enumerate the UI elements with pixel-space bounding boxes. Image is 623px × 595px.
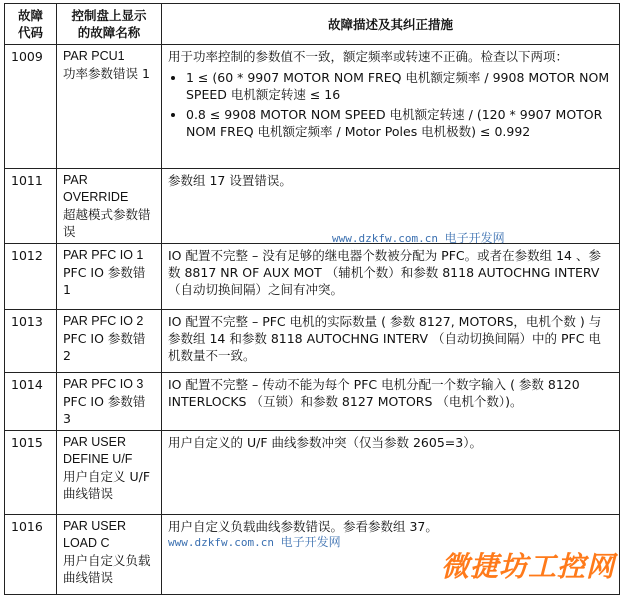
watermark-site-name: 电子开发网 bbox=[444, 231, 505, 245]
fault-name-en: PAR PFC IO 1 bbox=[63, 248, 144, 262]
watermark-site-name: 电子开发网 bbox=[280, 535, 341, 549]
fault-name-cn: 超越模式参数错误 bbox=[63, 207, 151, 239]
watermark-url: www.dzkfw.com.cn bbox=[332, 232, 438, 245]
fault-description: IO 配置不完整 – 没有足够的继电器个数被分配为 PFC。或者在参数组 14 、参数 8817 NR OF AUX MOT （辅机个数）和参数 8118 AUTOCHNG INTERV （自动切换间隔）之间有冲突。 bbox=[162, 244, 620, 310]
fault-name-cell bbox=[57, 169, 162, 244]
fault-name-cn: 功率参数错误 1 bbox=[63, 66, 150, 81]
fault-code: 1015 bbox=[5, 431, 57, 515]
fault-name-cn: 用户自定义 U/F 曲线错误 bbox=[63, 469, 151, 501]
fault-name-en: PAR PCU1 bbox=[63, 49, 125, 63]
header-description: 故障描述及其纠正措施 bbox=[162, 4, 620, 45]
fault-name-cell bbox=[57, 431, 162, 515]
table-row bbox=[5, 431, 620, 515]
fault-name-cn: PFC IO 参数错 2 bbox=[63, 331, 146, 363]
table-row bbox=[5, 310, 620, 373]
condition-item: • 1 ≤ (60 * 9907 MOTOR NOM FREQ 电机额定频率 / 9908 MOTOR NOM SPEED 电机额定转速 ≤ 16 bbox=[186, 69, 613, 103]
fault-code: 1009 bbox=[5, 45, 57, 169]
fault-code: 1012 bbox=[5, 244, 57, 310]
table-header-row bbox=[5, 4, 620, 45]
fault-description: IO 配置不完整 – 传动不能为每个 PFC 电机分配一个数字输入 ( 参数 8120 INTERLOCKS （互锁）和参数 8127 MOTORS （电机个数）)。 bbox=[162, 373, 620, 431]
watermark bbox=[168, 533, 341, 550]
fault-name-cell bbox=[57, 373, 162, 431]
fault-code: 1013 bbox=[5, 310, 57, 373]
site-logo: 微捷坊工控网 bbox=[440, 550, 615, 583]
fault-name-cn: 用户自定义负载曲线错误 bbox=[63, 553, 151, 585]
fault-description: 用户自定义负载曲线参数错误。参看参数组 37。 bbox=[162, 515, 620, 595]
header-name: 控制盘上显示 的故障名称 bbox=[57, 4, 162, 45]
watermark-url: www.dzkfw.com.cn bbox=[168, 536, 274, 549]
fault-code: 1011 bbox=[5, 169, 57, 244]
table-row bbox=[5, 45, 620, 169]
table-row bbox=[5, 244, 620, 310]
fault-description: 用户自定义的 U/F 曲线参数冲突（仅当参数 2605=3）。 bbox=[162, 431, 620, 515]
fault-name-en: PAR OVERRIDE bbox=[63, 173, 129, 204]
table-row bbox=[5, 169, 620, 244]
fault-name-en: PAR PFC IO 2 bbox=[63, 314, 144, 328]
fault-name-en: PAR USER LOAD C bbox=[63, 519, 126, 550]
condition-list bbox=[168, 69, 613, 140]
fault-name-cell bbox=[57, 244, 162, 310]
fault-name-cn: PFC IO 参数错 1 bbox=[63, 265, 146, 297]
fault-code: 1014 bbox=[5, 373, 57, 431]
fault-code: 1016 bbox=[5, 515, 57, 595]
fault-name-cell bbox=[57, 310, 162, 373]
condition-item: • 0.8 ≤ 9908 MOTOR NOM SPEED 电机额定转速 / (120 * 9907 MOTOR NOM FREQ 电机额定频率 / Motor Poles 电机极数) ≤ 0.992 bbox=[186, 106, 613, 140]
fault-name-cn: PFC IO 参数错 3 bbox=[63, 394, 146, 426]
fault-name-en: PAR USER DEFINE U/F bbox=[63, 435, 133, 466]
fault-description-intro: 用于功率控制的参数值不一致，额定频率或转速不正确。检查以下两项： bbox=[168, 49, 569, 64]
fault-name-cell bbox=[57, 515, 162, 595]
fault-name-cell bbox=[57, 45, 162, 169]
fault-description: 参数组 17 设置错误。 bbox=[162, 169, 620, 244]
fault-name-en: PAR PFC IO 3 bbox=[63, 377, 144, 391]
fault-description: IO 配置不完整 – PFC 电机的实际数量 ( 参数 8127, MOTORS，电机个数 ) 与参数组 14 和参数 8118 AUTOCHNG INTERV （自动切换间隔）中的 PFC 电机数量不一致。 bbox=[162, 310, 620, 373]
header-code: 故障 代码 bbox=[5, 4, 57, 45]
table-row bbox=[5, 373, 620, 431]
fault-description bbox=[162, 45, 620, 169]
fault-table bbox=[4, 3, 620, 595]
watermark bbox=[332, 229, 505, 246]
